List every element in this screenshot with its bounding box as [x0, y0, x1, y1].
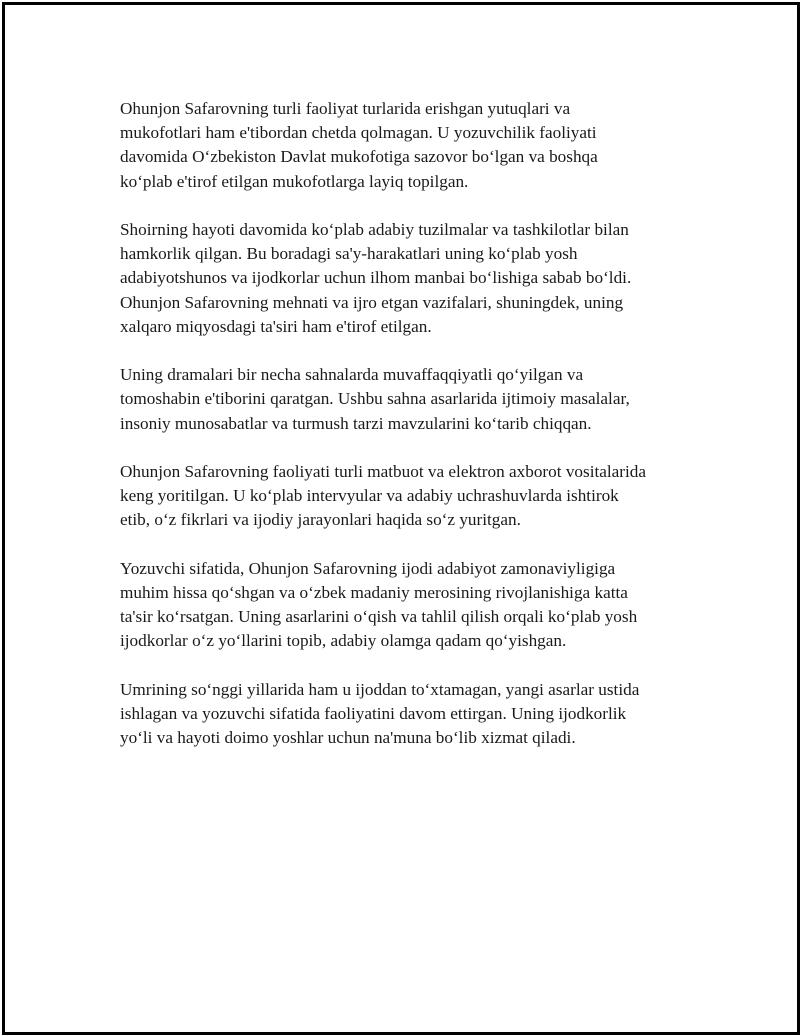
document-body	[120, 97, 710, 775]
paragraph-later-years: Umrining so‘nggi yillarida ham u ijoddan to‘xtamagan, yangi asarlar ustida ishlagan va yozuvchi sifatida faoliyatini davom ettirgan. Uning ijodkorlik yo‘li va hayoti doimo yoshlar uchun na'muna bo‘lib xizmat qiladi.	[120, 679, 640, 748]
paragraph-media: Ohunjon Safarovning faoliyati turli matbuot va elektron axborot vositalarida keng yoritilgan. U ko‘plab intervyular va adabiy uchrashuvlarda ishtirok etib, o‘z fikrlari va ijodiy jarayonlari haqida so‘z yuritgan.	[120, 462, 646, 530]
paragraph-dramas: Uning dramalari bir necha sahnalarda muvaffaqqiyatli qo‘yilgan va tomoshabin e'tiborini qaratgan. Ushbu sahna asarlarida ijtimoiy masalalar, insoniy munosabatlar va turmush tarzi mavzularini ko‘tarib chiqqan.	[120, 365, 630, 433]
paragraph-achievements: Ohunjon Safarovning turli faoliyat turlarida erishgan yutuqlari va mukofotlari ham e'tibordan chetda qolmagan. U yozuvchilik faoliyati davomida O‘zbekiston Davlat mukofotiga sazovor bo‘lgan va boshqa ko‘plab e'tirof etilgan mukofotlarga layiq topilgan.	[120, 99, 598, 191]
paragraph-legacy: Yozuvchi sifatida, Ohunjon Safarovning ijodi adabiyot zamonaviyligiga muhim hissa qo‘shgan va o‘zbek madaniy merosining rivojlanishiga katta ta'sir ko‘rsatgan. Uning asarlarini o‘qish va tahlil qilish orqali ko‘plab yosh ijodkorlar o‘z yo‘llarini topib, adabiy olamga qadam qo‘yishgan.	[120, 558, 638, 651]
page-frame	[2, 2, 800, 1035]
paragraph-collaboration: Shoirning hayoti davomida ko‘plab adabiy tuzilmalar va tashkilotlar bilan hamkorlik qilgan. Bu boradagi sa'y-harakatlari uning ko‘plab yosh adabiyotshunos va ijodkorlar uchun ilhom manbai bo‘lishiga sabab bo‘ldi. Ohunjon Safarovning mehnati va ijro etgan vazifalari, shuningdek, uning xalqaro miqyosdagi ta'siri ham e'tirof etilgan.	[120, 220, 632, 336]
